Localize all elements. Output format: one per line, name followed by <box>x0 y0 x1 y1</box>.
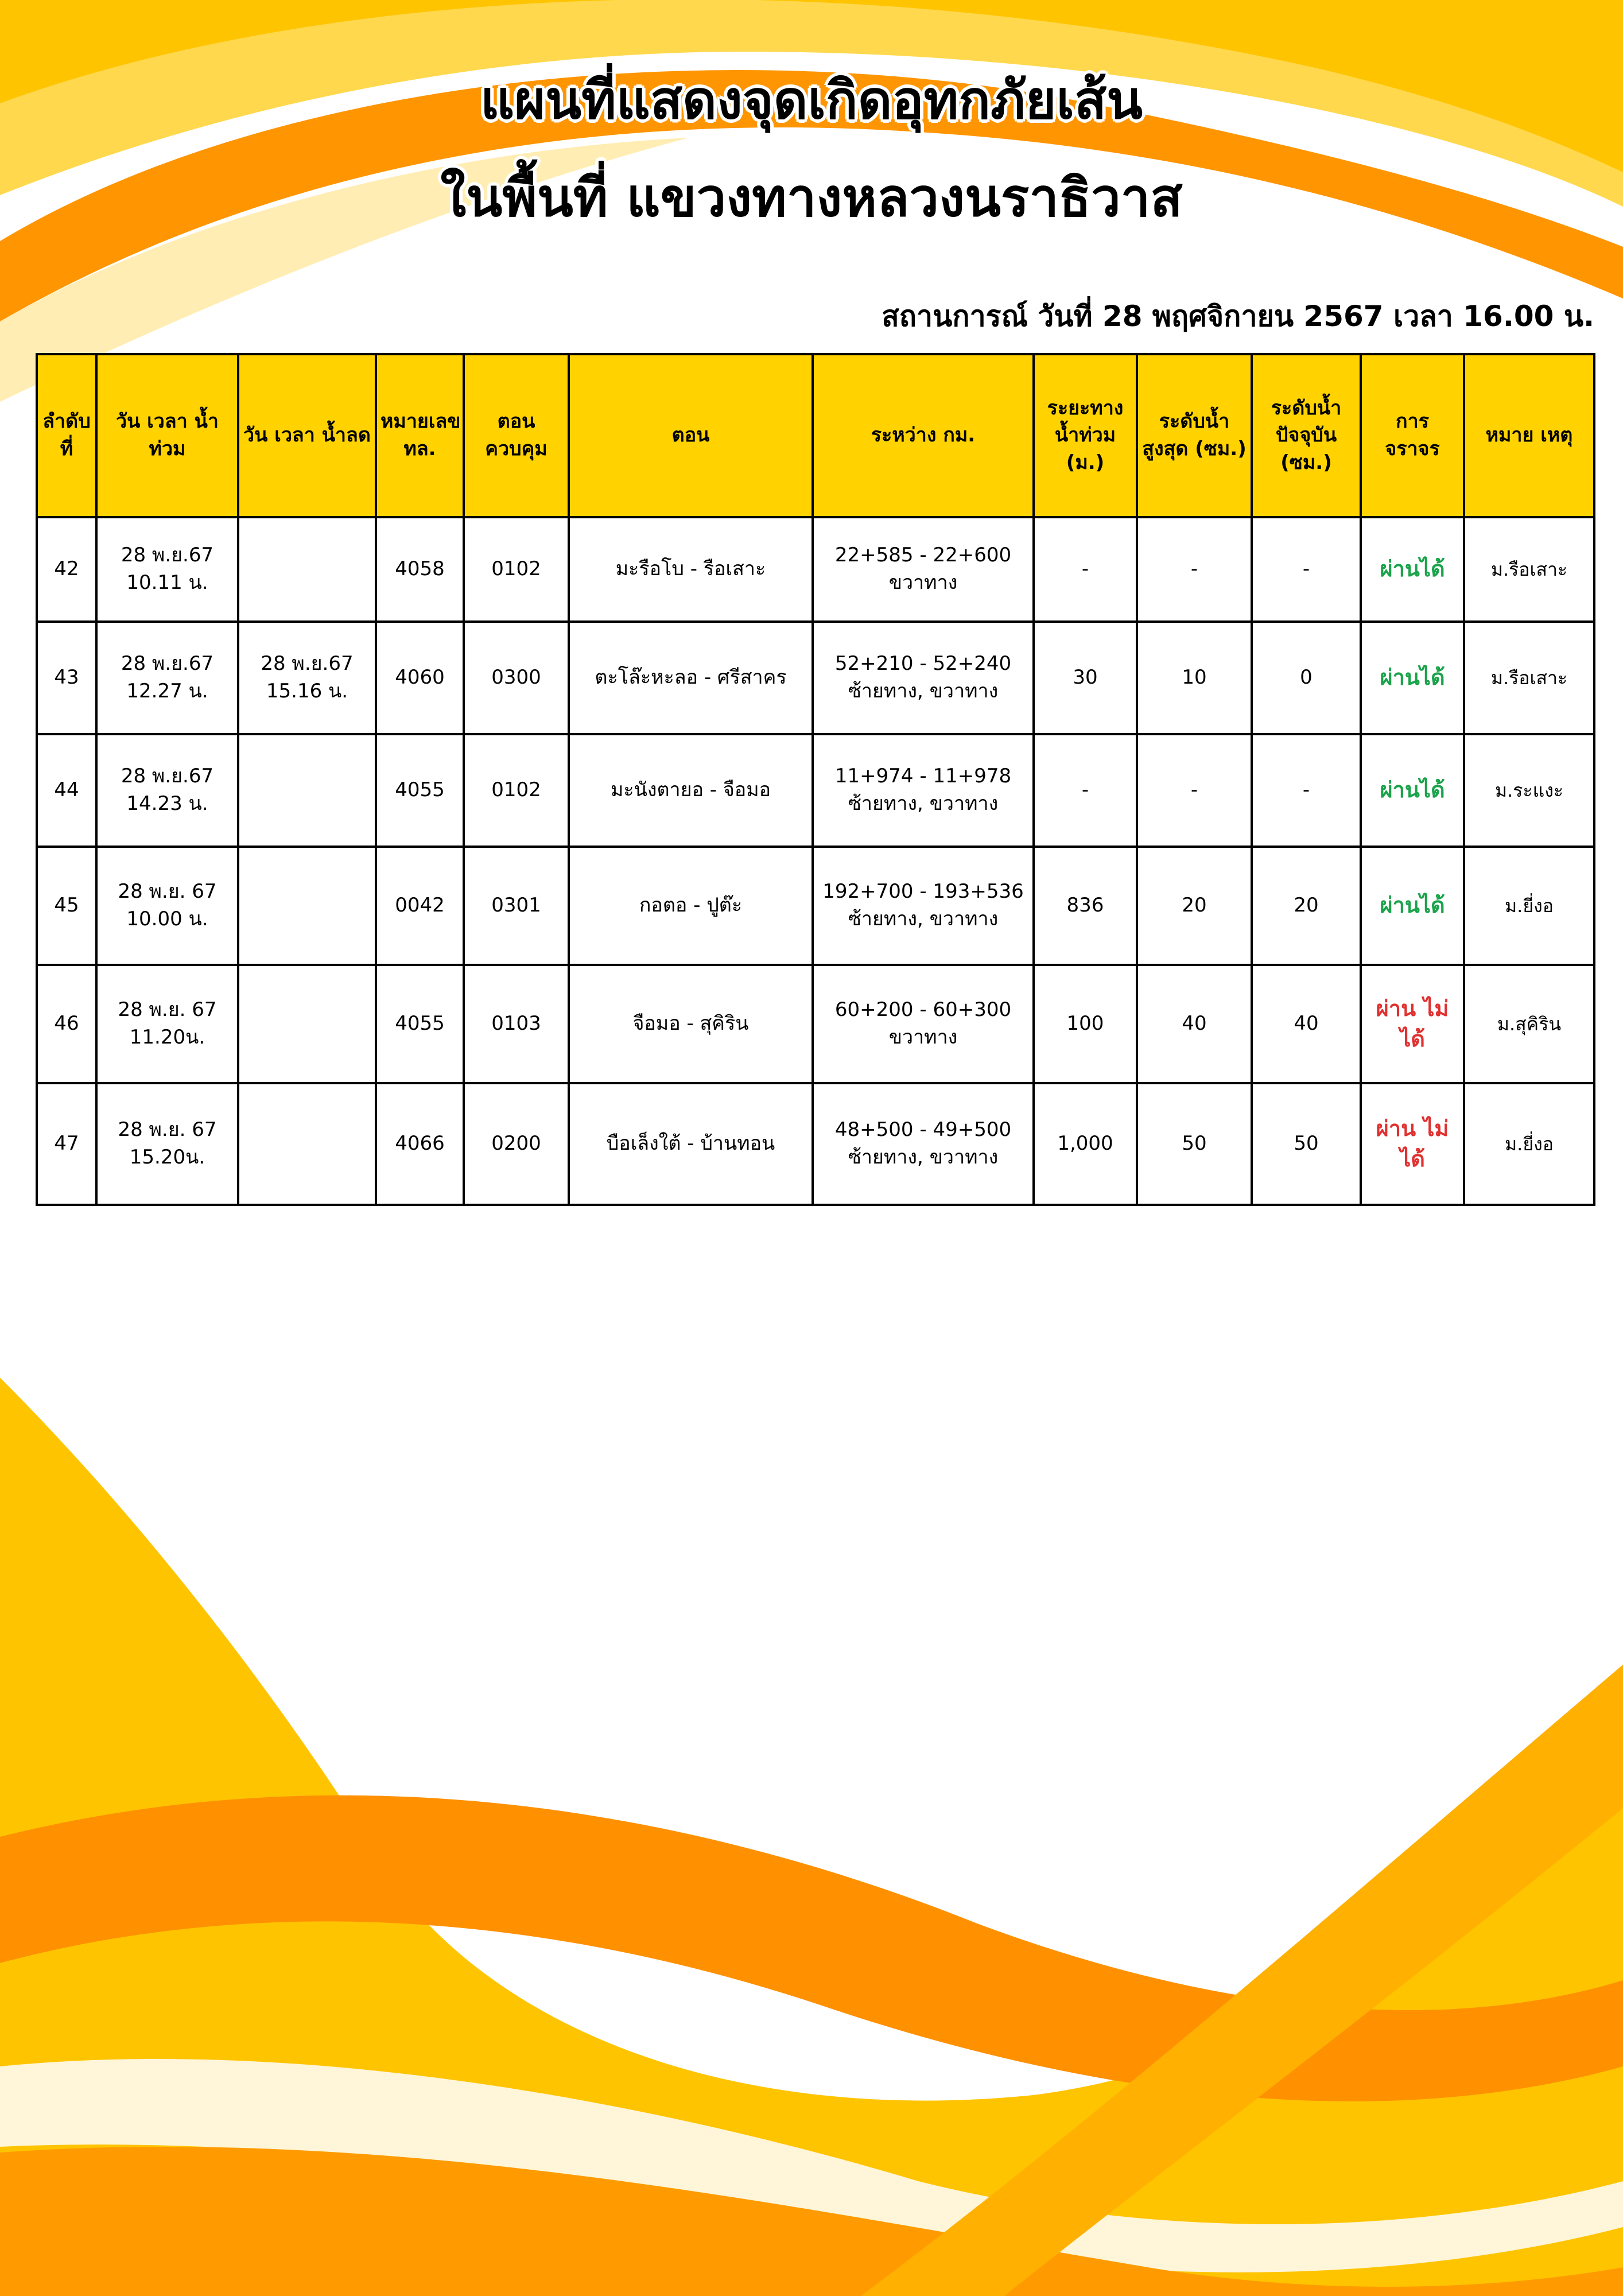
row-km: 52+210 - 52+240 ซ้ายทาง, ขวาทาง <box>813 622 1034 734</box>
flood-table <box>36 353 1595 1206</box>
row-recede-time <box>238 1083 376 1205</box>
row-control: 0300 <box>464 622 569 734</box>
row-flood-time: 28 พ.ย. 67 11.20น. <box>96 965 238 1083</box>
header-section: ตอน <box>569 354 813 517</box>
row-max-level: 20 <box>1137 847 1252 965</box>
table-row <box>37 734 1594 847</box>
row-note: ม.รือเสาะ <box>1464 517 1594 622</box>
row-current-level: 40 <box>1252 965 1361 1083</box>
row-note: ม.ระแงะ <box>1464 734 1594 847</box>
row-no: 42 <box>37 517 96 622</box>
header-km: ระหว่าง กม. <box>813 354 1034 517</box>
row-traffic: ผ่านได้ <box>1361 734 1464 847</box>
row-km: 22+585 - 22+600 ขวาทาง <box>813 517 1034 622</box>
row-recede-time <box>238 847 376 965</box>
row-route: 4058 <box>376 517 464 622</box>
row-route: 0042 <box>376 847 464 965</box>
table-row <box>37 622 1594 734</box>
header-max-level: ระดับน้ำ สูงสุด (ซม.) <box>1137 354 1252 517</box>
row-flood-time: 28 พ.ย. 67 10.00 น. <box>96 847 238 965</box>
row-note: ม.รือเสาะ <box>1464 622 1594 734</box>
row-no: 46 <box>37 965 96 1083</box>
row-control: 0301 <box>464 847 569 965</box>
row-recede-time: 28 พ.ย.67 15.16 น. <box>238 622 376 734</box>
page-title-line-1: แผนที่แสดงจุดเกิดอุทกภัยเส้น <box>480 69 1143 131</box>
row-no: 47 <box>37 1083 96 1205</box>
row-section: มะรือโบ - รือเสาะ <box>569 517 813 622</box>
header-route: หมายเลข ทล. <box>376 354 464 517</box>
row-section: จือมอ - สุคิริน <box>569 965 813 1083</box>
row-flood-time: 28 พ.ย.67 10.11 น. <box>96 517 238 622</box>
row-control: 0102 <box>464 734 569 847</box>
table-header-row <box>37 354 1594 517</box>
row-control: 0102 <box>464 517 569 622</box>
row-current-level: - <box>1252 517 1361 622</box>
row-current-level: 50 <box>1252 1083 1361 1205</box>
row-recede-time <box>238 517 376 622</box>
table-row <box>37 847 1594 965</box>
header-traffic: การ จราจร <box>1361 354 1464 517</box>
row-current-level: 0 <box>1252 622 1361 734</box>
row-recede-time <box>238 965 376 1083</box>
status-timestamp: สถานการณ์ วันที่ 28 พฤศจิกายน 2567 เวลา 16.00 น. <box>882 300 1594 333</box>
row-flood-time: 28 พ.ย.67 14.23 น. <box>96 734 238 847</box>
header-flood-time: วัน เวลา น้ำท่วม <box>96 354 238 517</box>
header-recede-time: วัน เวลา น้ำลด <box>238 354 376 517</box>
row-distance: 100 <box>1034 965 1137 1083</box>
row-no: 45 <box>37 847 96 965</box>
row-section: มะนังตายอ - จือมอ <box>569 734 813 847</box>
row-max-level: 10 <box>1137 622 1252 734</box>
row-route: 4066 <box>376 1083 464 1205</box>
row-max-level: 50 <box>1137 1083 1252 1205</box>
page-title-line-2: ในพื้นที่ แขวงทางหลวงนราธิวาส <box>440 167 1183 228</box>
row-traffic: ผ่าน ไม่ได้ <box>1361 965 1464 1083</box>
row-flood-time: 28 พ.ย. 67 15.20น. <box>96 1083 238 1205</box>
row-route: 4060 <box>376 622 464 734</box>
table-row <box>37 965 1594 1083</box>
row-km: 192+700 - 193+536 ซ้ายทาง, ขวาทาง <box>813 847 1034 965</box>
header-note: หมาย เหตุ <box>1464 354 1594 517</box>
header-no: ลำดับที่ <box>37 354 96 517</box>
row-km: 60+200 - 60+300 ขวาทาง <box>813 965 1034 1083</box>
header-distance: ระยะทาง น้ำท่วม (ม.) <box>1034 354 1137 517</box>
table-row <box>37 517 1594 622</box>
row-distance: - <box>1034 517 1137 622</box>
row-current-level: 20 <box>1252 847 1361 965</box>
row-no: 44 <box>37 734 96 847</box>
header-control: ตอน ควบคุม <box>464 354 569 517</box>
row-control: 0103 <box>464 965 569 1083</box>
row-current-level: - <box>1252 734 1361 847</box>
row-recede-time <box>238 734 376 847</box>
row-traffic: ผ่านได้ <box>1361 622 1464 734</box>
row-traffic: ผ่านได้ <box>1361 847 1464 965</box>
row-note: ม.ยี่งอ <box>1464 847 1594 965</box>
row-max-level: - <box>1137 734 1252 847</box>
row-section: ตะโล๊ะหะลอ - ศรีสาคร <box>569 622 813 734</box>
row-max-level: - <box>1137 517 1252 622</box>
row-control: 0200 <box>464 1083 569 1205</box>
row-distance: - <box>1034 734 1137 847</box>
row-distance: 1,000 <box>1034 1083 1137 1205</box>
row-note: ม.สุคิริน <box>1464 965 1594 1083</box>
row-max-level: 40 <box>1137 965 1252 1083</box>
row-traffic: ผ่านได้ <box>1361 517 1464 622</box>
row-no: 43 <box>37 622 96 734</box>
row-flood-time: 28 พ.ย.67 12.27 น. <box>96 622 238 734</box>
row-km: 11+974 - 11+978 ซ้ายทาง, ขวาทาง <box>813 734 1034 847</box>
row-route: 4055 <box>376 734 464 847</box>
table-row <box>37 1083 1594 1205</box>
row-traffic: ผ่าน ไม่ได้ <box>1361 1083 1464 1205</box>
row-section: กอตอ - ปูต๊ะ <box>569 847 813 965</box>
header-current-level: ระดับน้ำ ปัจจุบัน (ซม.) <box>1252 354 1361 517</box>
row-section: บือเล็งใต้ - บ้านทอน <box>569 1083 813 1205</box>
row-note: ม.ยี่งอ <box>1464 1083 1594 1205</box>
row-distance: 30 <box>1034 622 1137 734</box>
row-route: 4055 <box>376 965 464 1083</box>
row-km: 48+500 - 49+500 ซ้ายทาง, ขวาทาง <box>813 1083 1034 1205</box>
row-distance: 836 <box>1034 847 1137 965</box>
